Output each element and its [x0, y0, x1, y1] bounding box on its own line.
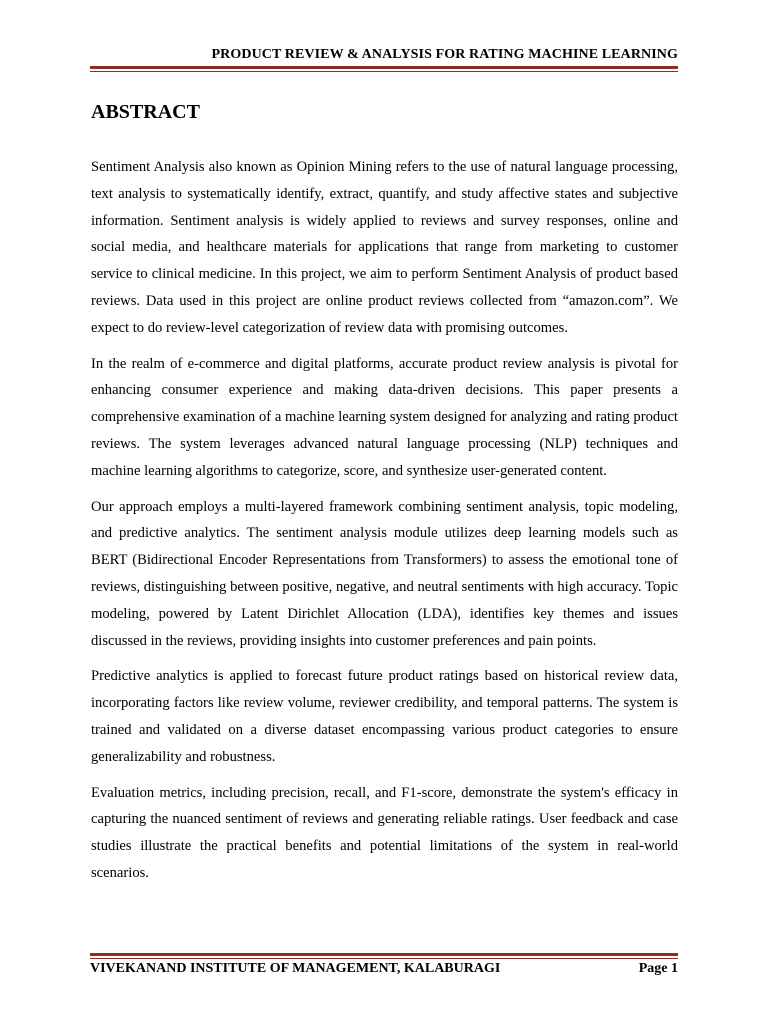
- abstract-paragraph: Our approach employs a multi-layered framework combining sentiment analysis, topic modeling, and predictive analytics. The sentiment analysis module utilizes deep learning models such as BERT (Bidirectional Encoder Representations from Transformers) to assess the emotional tone of reviews, distinguishing between positive, negative, and neutral sentiments with high accuracy. Topic modeling, powered by Latent Dirichlet Allocation (LDA), identifies key themes and issues discussed in the reviews, providing insights into customer preferences and pain points.: [91, 498, 678, 649]
- footer-rule-thick: [90, 953, 678, 956]
- footer-rule-thin: [90, 958, 678, 959]
- header-title: PRODUCT REVIEW & ANALYSIS FOR RATING MACHINE LEARNING: [211, 47, 678, 62]
- page-number: Page 1: [638, 961, 678, 976]
- header-rule-thin: [90, 71, 678, 72]
- header-rule-thick: [90, 66, 678, 69]
- abstract-paragraph: Sentiment Analysis also known as Opinion Mining refers to the use of natural language processing, text analysis to systematically identify, extract, quantify, and study affective states and subjective information. Sentiment analysis is widely applied to reviews and survey responses, online and social media, and healthcare materials for applications that range from marketing to customer service to clinical medicine. In this project, we aim to perform Sentiment Analysis of product based reviews. Data used in this project are online product reviews collected from “amazon.com”. We expect to do review-level categorization of review data with promising outcomes.: [91, 159, 678, 336]
- abstract-paragraph: Predictive analytics is applied to forecast future product ratings based on historical review data, incorporating factors like review volume, reviewer credibility, and temporal patterns. The system is trained and validated on a diverse dataset encompassing various product categories to ensure generalizability and robustness.: [91, 668, 678, 765]
- footer-institute: VIVEKANAND INSTITUTE OF MANAGEMENT, KALABURAGI: [90, 961, 501, 976]
- abstract-paragraph: Evaluation metrics, including precision, recall, and F1-score, demonstrate the system's efficacy in capturing the nuanced sentiment of reviews and generating reliable ratings. User feedback and case studies illustrate the practical benefits and potential limitations of the system in real-world scenarios.: [91, 784, 678, 881]
- abstract-paragraph: In the realm of e-commerce and digital platforms, accurate product review analysis is pivotal for enhancing consumer experience and making data-driven decisions. This paper presents a comprehensive examination of a machine learning system designed for analyzing and rating product reviews. The system leverages advanced natural language processing (NLP) techniques and machine learning algorithms to categorize, score, and synthesize user-generated content.: [91, 355, 678, 479]
- abstract-heading: ABSTRACT: [91, 101, 200, 123]
- abstract-body: [91, 154, 678, 896]
